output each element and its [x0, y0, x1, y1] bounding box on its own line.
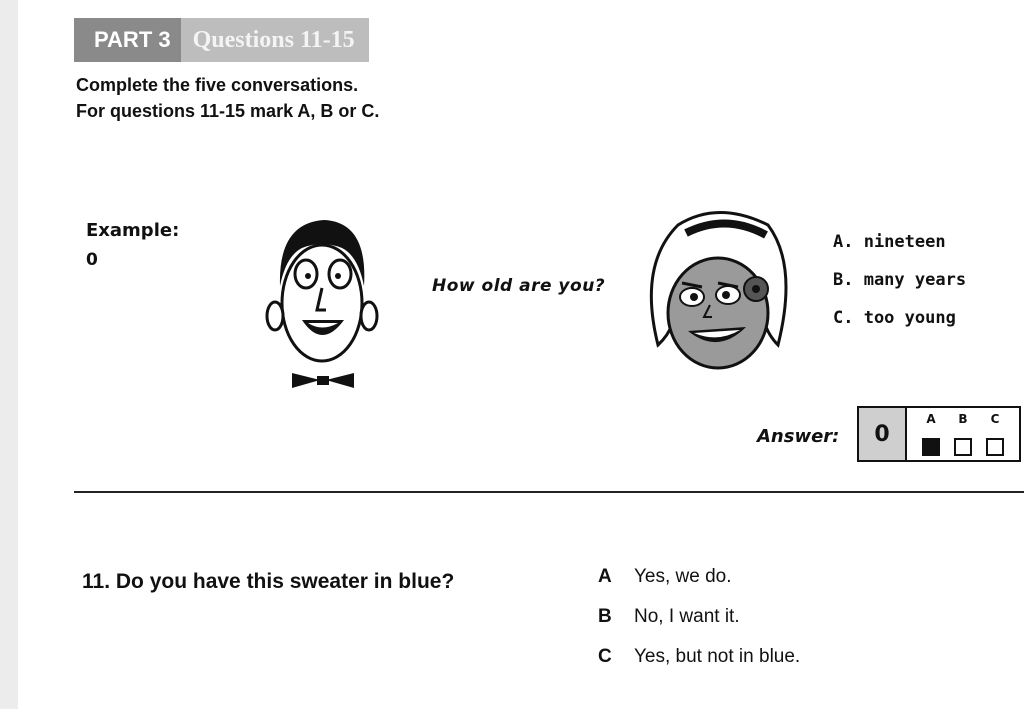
answer-choice-a[interactable]: [922, 412, 940, 456]
section-divider: [74, 491, 1024, 493]
example-label: Example:: [86, 220, 180, 241]
boy-illustration: [262, 208, 382, 393]
part-label: PART 3: [74, 18, 181, 62]
girl-illustration: [638, 205, 798, 375]
answer-letter-b: B: [958, 412, 968, 426]
answer-choice-b[interactable]: [954, 412, 972, 456]
questions-label: Questions 11-15: [181, 18, 369, 62]
answer-grid: [907, 408, 1019, 460]
q11-option-c-letter: C: [598, 646, 612, 667]
q11-option-b-letter: B: [598, 606, 612, 627]
example-question: How old are you?: [432, 276, 606, 296]
example-option-c: C. too young: [833, 308, 956, 328]
answer-box-c[interactable]: [986, 438, 1004, 456]
instructions: [76, 72, 379, 124]
q11-option-c[interactable]: [598, 646, 800, 686]
q11-option-a[interactable]: [598, 566, 800, 606]
answer-box-a-checked[interactable]: [922, 438, 940, 456]
q11-option-a-text: Yes, we do.: [634, 566, 732, 587]
q11-option-c-text: Yes, but not in blue.: [634, 646, 801, 667]
q11-option-b-text: No, I want it.: [634, 606, 740, 627]
answer-letter-c: C: [990, 412, 1000, 426]
q11-option-b[interactable]: [598, 606, 800, 646]
example-options: [833, 232, 966, 346]
answer-choice-c[interactable]: [986, 412, 1004, 456]
answer-number: 0: [859, 408, 907, 460]
example-option-b: B. many years: [833, 270, 967, 290]
page-edge: [0, 0, 18, 709]
instruction-line-2: For questions 11-15 mark A, B or C.: [76, 101, 380, 121]
example-option-a: A. nineteen: [833, 232, 946, 252]
example-number: 0: [86, 250, 98, 270]
answer-box: [857, 406, 1021, 462]
instruction-line-1: Complete the five conversations.: [76, 75, 359, 95]
question-11-options: [598, 566, 800, 686]
answer-label: Answer:: [757, 426, 840, 447]
answer-box-b[interactable]: [954, 438, 972, 456]
part-header: [74, 18, 369, 62]
q11-option-a-letter: A: [598, 566, 612, 587]
answer-letter-a: A: [926, 412, 936, 426]
question-11: 11. Do you have this sweater in blue?: [82, 570, 455, 593]
